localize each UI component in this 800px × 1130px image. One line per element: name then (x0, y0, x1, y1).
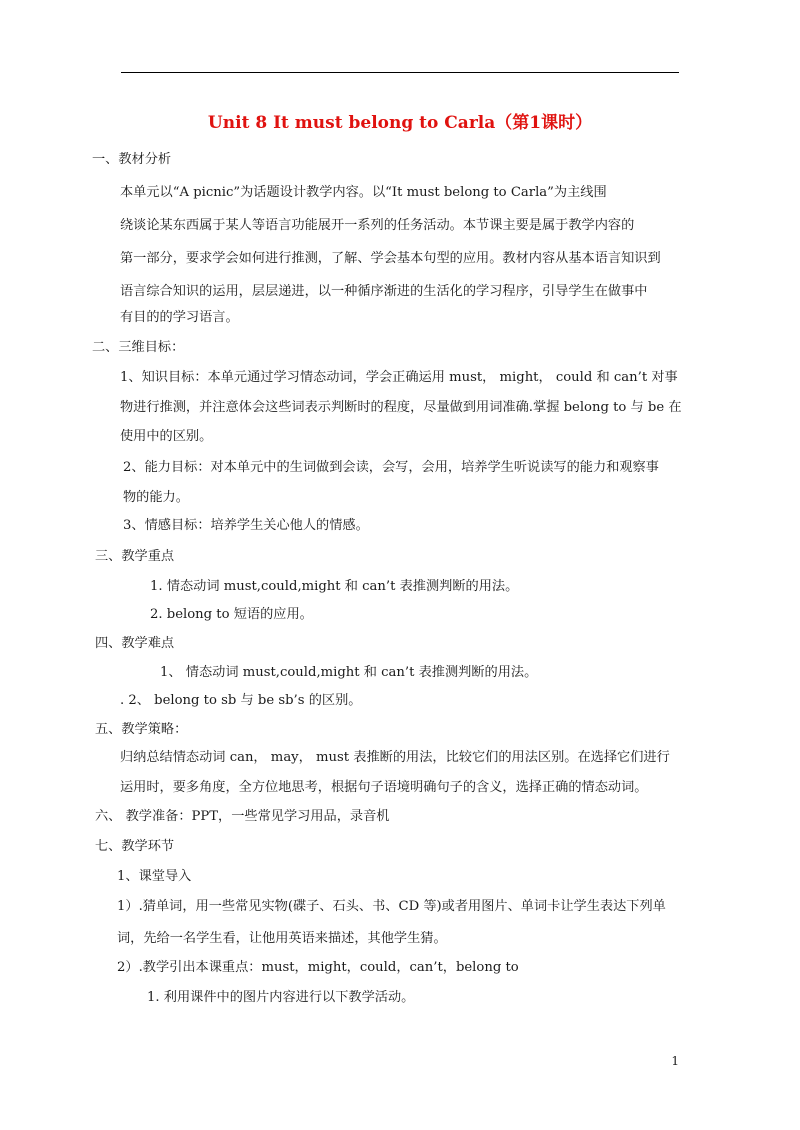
list-item: . 2、 belong to sb 与 be sb’s 的区别。 (120, 693, 362, 708)
paragraph-line: 第一部分，要求学会如何进行推测，了解、学会基本句型的应用。教材内容从基本语言知识到 (120, 251, 661, 266)
section-heading: 六、 教学准备：PPT，一些常见学习用品，录音机 (95, 809, 390, 824)
paragraph-line: 物进行推测，并注意体会这些词表示判断时的程度，尽量做到用词准确.掌握 belong to 与 be 在 (120, 400, 682, 415)
paragraph-line: 物的能力。 (123, 490, 189, 505)
subsection-heading: 1、课堂导入 (117, 869, 192, 884)
section-heading: 七、教学环节 (95, 839, 175, 854)
section-heading: 五、教学策略： (95, 722, 188, 737)
section-heading: 一、教材分析 (92, 152, 172, 167)
section-heading: 二、三维目标： (92, 340, 185, 355)
paragraph-line: 本单元以“A picnic”为话题设计教学内容。以“It must belong to Carla”为主线围 (120, 185, 607, 200)
list-item: 1、 情态动词 must,could,might 和 can’t 表推测判断的用法。 (160, 665, 538, 680)
paragraph-line: 1）.猜单词，用一些常见实物(碟子、石头、书、CD 等)或者用图片、单词卡让学生表达下列单 (117, 899, 666, 914)
document-title: Unit 8 It must belong to Carla（第1课时） (207, 113, 593, 133)
paragraph-line: 归纳总结情态动词 can， may， must 表推断的用法，比较它们的用法区别。在选择它们进行 (120, 750, 670, 765)
section-heading: 三、教学重点 (95, 549, 175, 564)
paragraph-line: 使用中的区别。 (120, 429, 213, 444)
header-rule (121, 72, 679, 73)
paragraph-line: 3、情感目标：培养学生关心他人的情感。 (123, 518, 369, 533)
page-number: 1 (671, 1054, 679, 1068)
list-item: 2. belong to 短语的应用。 (150, 607, 313, 622)
paragraph-line: 2、能力目标：对本单元中的生词做到会读，会写，会用，培养学生听说读写的能力和观察事 (123, 460, 659, 475)
list-item: 1. 情态动词 must,could,might 和 can’t 表推测判断的用法。 (150, 579, 519, 594)
paragraph-line: 语言综合知识的运用，层层递进，以一种循序渐进的生活化的学习程序，引导学生在做事中 (120, 284, 648, 299)
paragraph-line: 有目的的学习语言。 (120, 310, 239, 325)
paragraph-line: 2）.教学引出本课重点：must，might，could，can’t，belong to (117, 960, 519, 975)
paragraph-line: 词，先给一名学生看，让他用英语来描述，其他学生猜。 (117, 931, 447, 946)
paragraph-line: 1、知识目标：本单元通过学习情态动词，学会正确运用 must， might， could 和 can’t 对事 (120, 370, 678, 385)
section-heading: 四、教学难点 (95, 636, 175, 651)
paragraph-line: 绕谈论某东西属于某人等语言功能展开一系列的任务活动。本节课主要是属于教学内容的 (120, 218, 635, 233)
list-item: 1. 利用课件中的图片内容进行以下教学活动。 (147, 990, 415, 1005)
paragraph-line: 运用时，要多角度，全方位地思考，根据句子语境明确句子的含义，选择正确的情态动词。 (120, 780, 648, 795)
